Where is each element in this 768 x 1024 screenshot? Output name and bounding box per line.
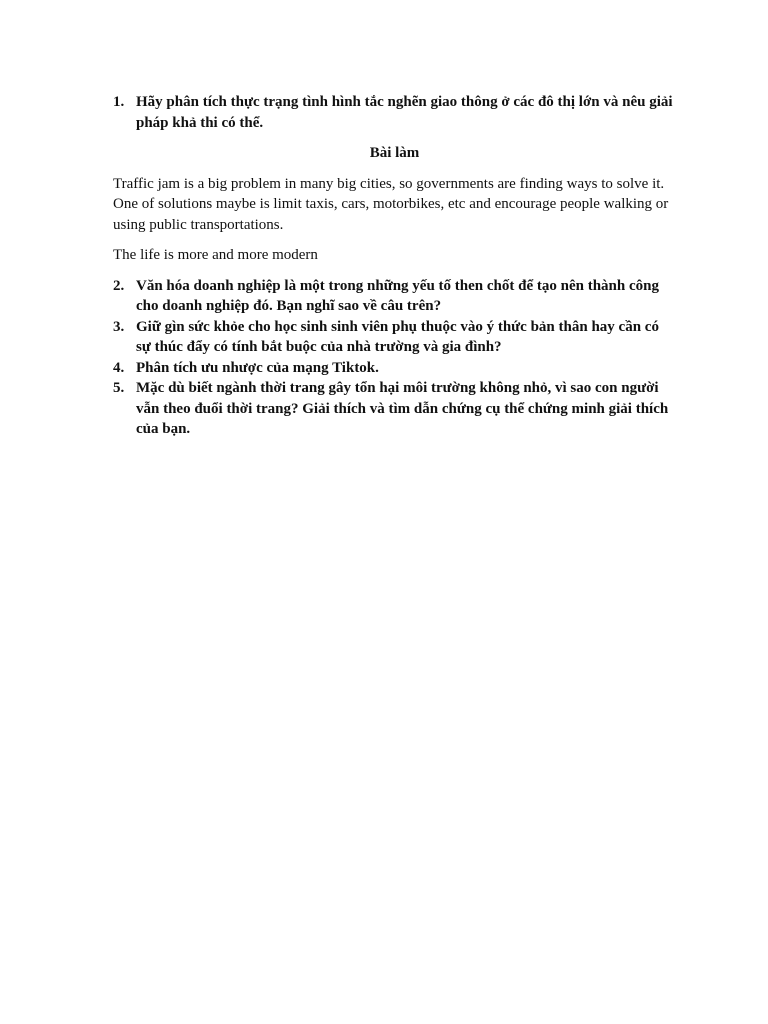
- document-page: [113, 92, 676, 440]
- question-number: 5.: [113, 380, 125, 396]
- question-text: Mặc dù biết ngành thời trang gây tổn hại môi trường không nhỏ, vì sao con người vẫn theo đuổi thời trang? Giải thích và tìm dẫn chứng cụ thể chứng minh giải thích của bạn.: [136, 380, 669, 437]
- question-text: Hãy phân tích thực trạng tình hình tắc nghẽn giao thông ở các đô thị lớn và nêu giải pháp khả thi có thể.: [136, 94, 673, 131]
- question-list: [113, 276, 676, 440]
- question-number: 2.: [113, 277, 125, 294]
- section-heading: Bài làm: [369, 145, 420, 161]
- question-number: 1.: [113, 94, 125, 110]
- question-text: Phân tích ưu nhược của mạng Tiktok.: [136, 359, 379, 376]
- answer-paragraph: The life is more and more modern: [113, 247, 318, 263]
- question-item-3: [113, 317, 676, 358]
- question-item-1: [113, 92, 676, 133]
- question-text: Văn hóa doanh nghiệp là một trong những yếu tố then chốt để tạo nên thành công cho doanh nghiệp đó. Bạn nghĩ sao về câu trên?: [136, 277, 659, 314]
- question-item-2: [113, 276, 676, 317]
- question-number: 3.: [113, 318, 125, 335]
- question-item-5: [113, 378, 676, 440]
- question-text: Giữ gìn sức khỏe cho học sinh sinh viên phụ thuộc vào ý thức bản thân hay cần có sự thúc đẩy có tính bắt buộc của nhà trường và gia đình?: [136, 318, 659, 355]
- question-item-4: [113, 358, 676, 379]
- answer-paragraph: Traffic jam is a big problem in many big cities, so governments are finding ways to solve it. One of solutions maybe is limit taxis, cars, motorbikes, etc and encourage people walking or using public transportations.: [113, 175, 669, 233]
- question-number: 4.: [113, 359, 125, 376]
